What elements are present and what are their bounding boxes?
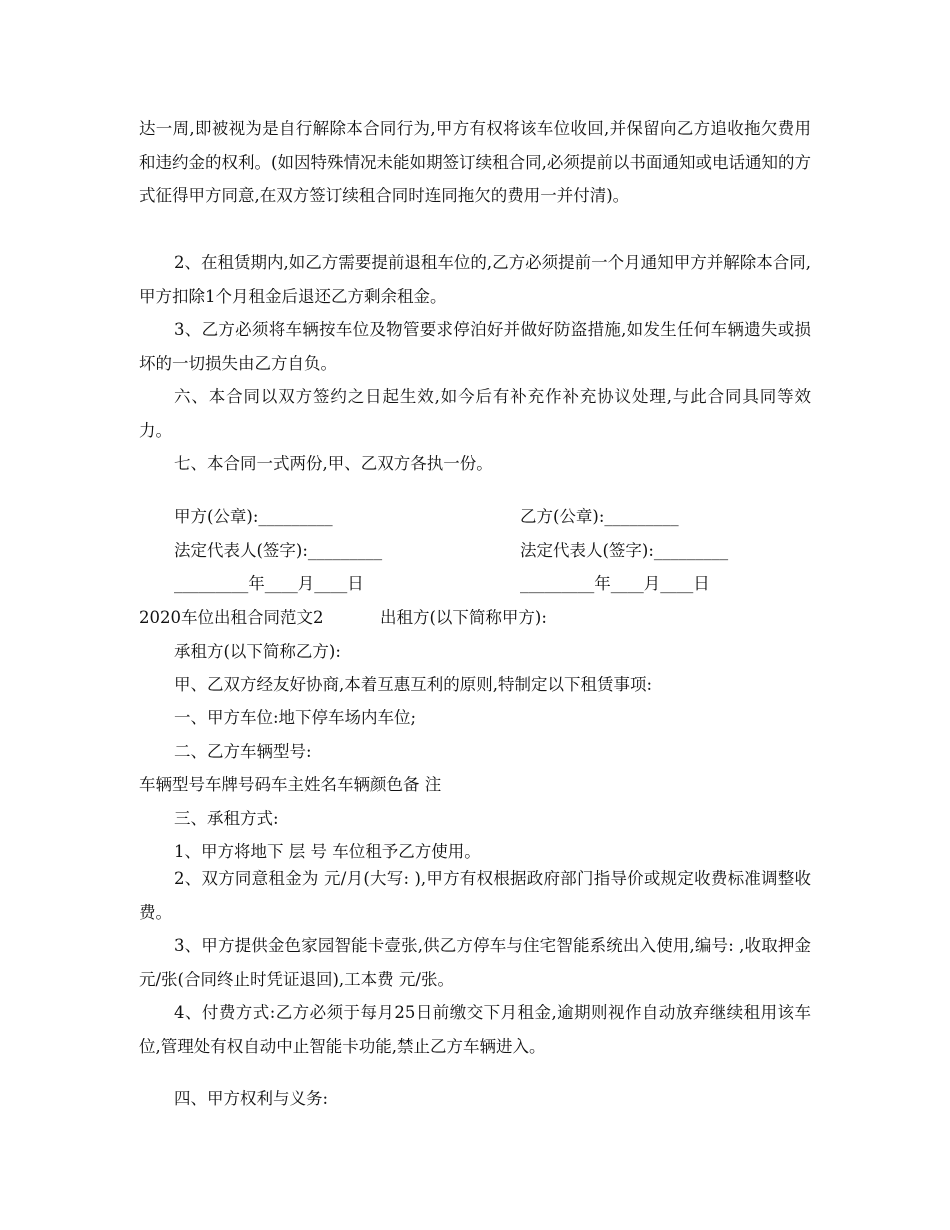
- section-4-lessor-rights: 四、甲方权利与义务:: [174, 1089, 329, 1108]
- section-1-parking-space: 一、甲方车位:地下停车场内车位;: [174, 708, 417, 727]
- paragraph-vehicle-safety: 3、乙方必须将车辆按车位及物管要求停泊好并做好防盗措施,如发生任何车辆遗失或损坏的一切损失由乙方自负。: [139, 320, 811, 373]
- paragraph-copies: 七、本合同一式两份,甲、乙双方各执一份。: [174, 454, 493, 473]
- contract2-lessor: 出租方(以下简称甲方):: [380, 608, 547, 627]
- paragraph-early-termination: 2、在租赁期内,如乙方需要提前退租车位的,乙方必须提前一个月通知甲方并解除本合同,甲方扣除1个月租金后退还乙方剩余租金。: [139, 253, 811, 306]
- item-2-rent: 2、双方同意租金为 元/月(大写: ),甲方有权根据政府部门指导价或规定收费标准调整收费。: [139, 869, 811, 922]
- section-2-vehicle-model: 二、乙方车辆型号:: [174, 742, 312, 761]
- contract2-lessee: 承租方(以下简称乙方):: [174, 642, 341, 661]
- paragraph-effective-date: 六、本合同以双方签约之日起生效,如今后有补充作补充协议处理,与此合同具同等效力。: [139, 387, 811, 440]
- vehicle-fields: 车辆型号车牌号码车主姓名车辆颜色备 注: [139, 775, 442, 794]
- item-4-payment: 4、付费方式:乙方必须于每月25日前缴交下月租金,逾期则视作自动放弃继续租用该车位,管理处有权自动中止智能卡功能,禁止乙方车辆进入。: [139, 1003, 811, 1056]
- contract2-intro: 甲、乙双方经友好协商,本着互惠互利的原则,特制定以下租赁事项:: [174, 675, 653, 694]
- party-b-seal: 乙方(公章):_________: [520, 507, 679, 526]
- item-3-smart-card: 3、甲方提供金色家园智能卡壹张,供乙方停车与住宅智能系统出入使用,编号: ,收取押金 元/张(合同终止时凭证退回),工本费 元/张。: [139, 936, 811, 989]
- party-b-date: _________年____月____日: [520, 574, 710, 593]
- party-a-seal: 甲方(公章):_________: [174, 507, 333, 526]
- party-a-date: _________年____月____日: [174, 574, 364, 593]
- item-1-space-assignment: 1、甲方将地下 层 号 车位租予乙方使用。: [174, 842, 481, 861]
- section-3-lease-method: 三、承租方式:: [174, 809, 279, 828]
- party-b-representative: 法定代表人(签字):_________: [520, 541, 729, 560]
- contract2-heading: 2020车位出租合同范文2: [139, 608, 324, 627]
- paragraph-termination-continued: 达一周,即被视为是自行解除本合同行为,甲方有权将该车位收回,并保留向乙方追收拖欠费用和违约金的权利。(如因特殊情况未能如期签订续租合同,必须提前以书面通知或电话通知的方式征得甲方同意,在双方签订续租合同时连同拖欠的费用一并付清)。: [139, 119, 811, 205]
- party-a-representative: 法定代表人(签字):_________: [174, 541, 383, 560]
